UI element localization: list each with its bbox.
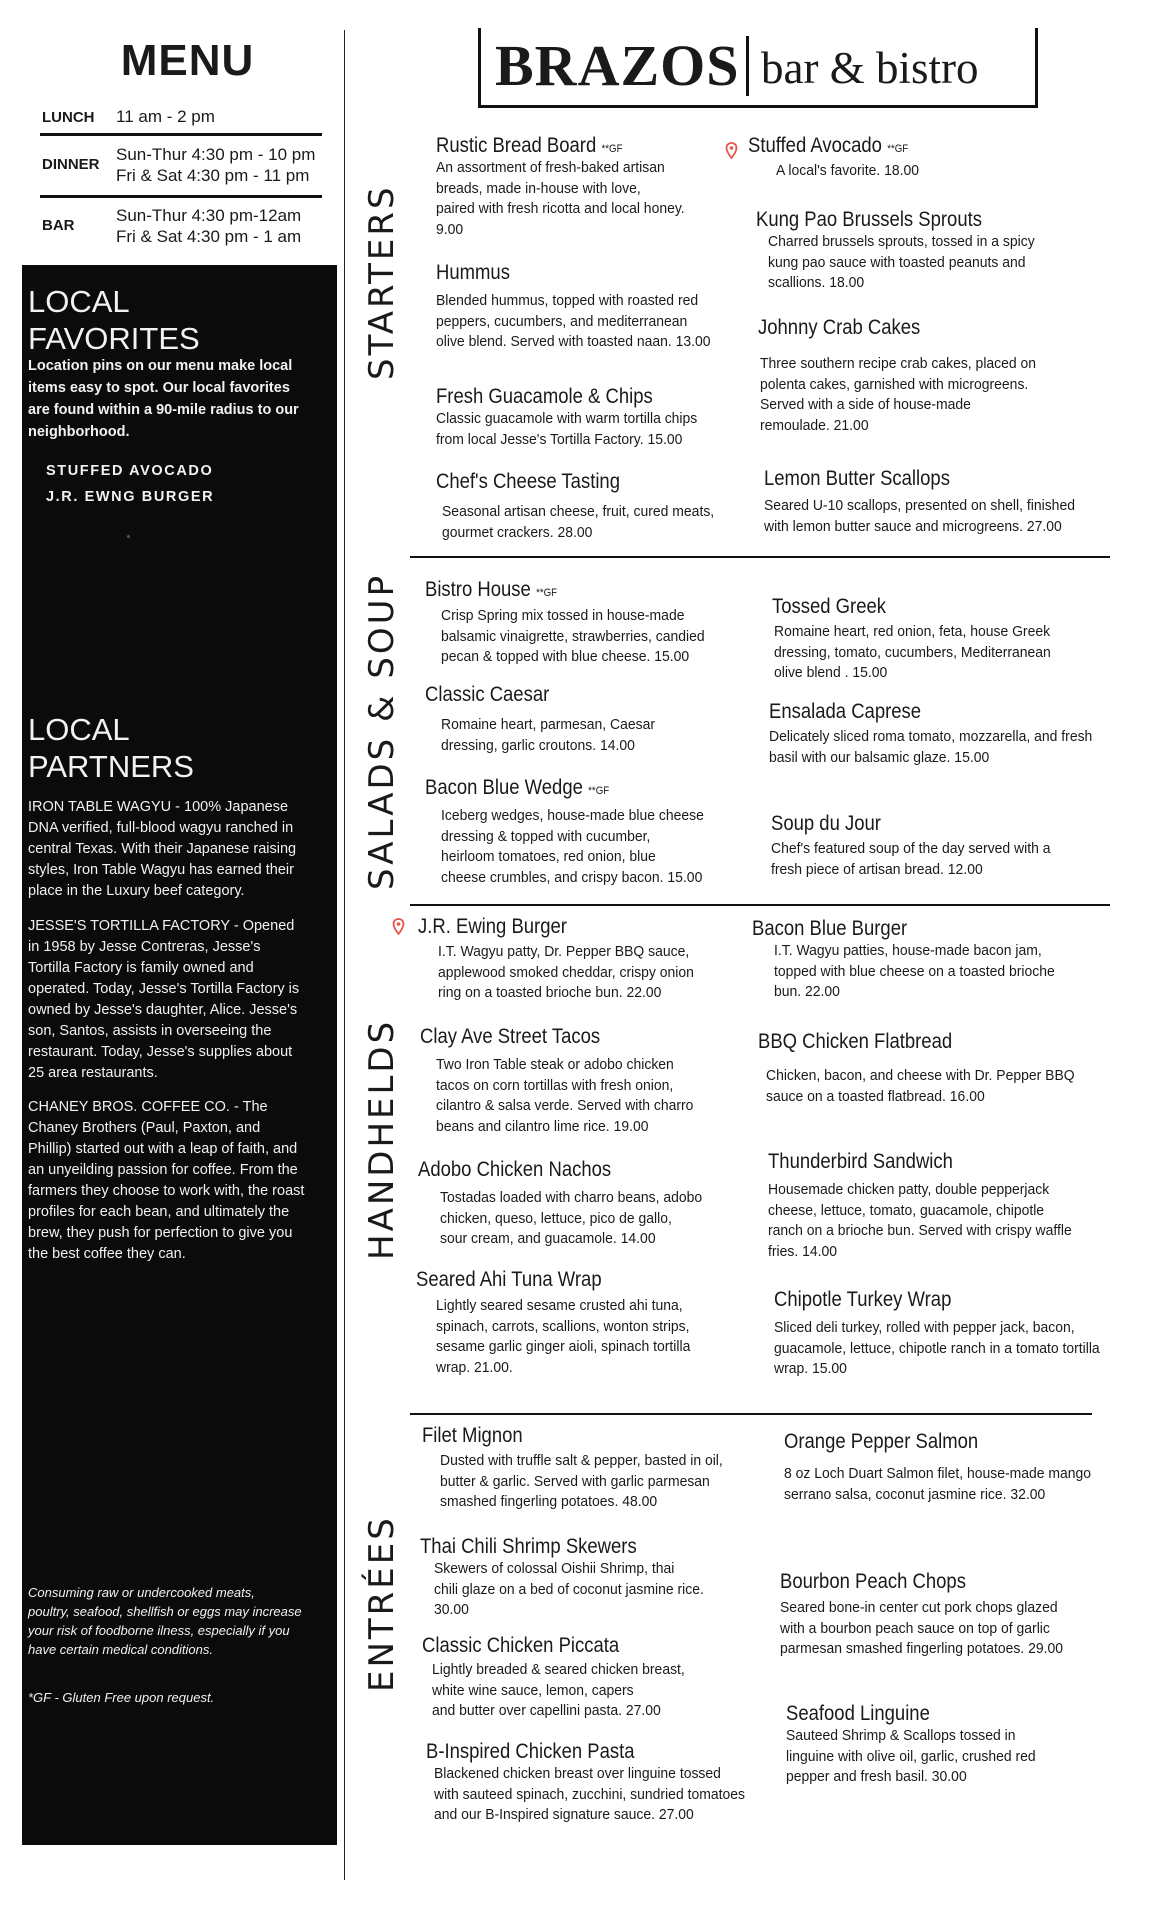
item-name: Fresh Guacamole & Chips [436,385,653,408]
item-name: Chef's Cheese Tasting [436,470,620,493]
lunch-hours: 11 am - 2 pm [116,107,215,126]
item-name: Lemon Butter Scallops [764,467,950,490]
item-name: Seafood Linguine [786,1702,930,1725]
item-name: Johnny Crab Cakes [758,316,921,339]
logo-divider [746,36,749,96]
decorative-dot [127,535,130,538]
partner-iron-table-wagyu: IRON TABLE WAGYU - 100% Japanese DNA verified, full-blood wagyu ranched in central Texas. With their Japanese raising styles, Iron Table Wagyu has earned their place in the Luxury beef category. [28,799,297,899]
menu-item: Bacon Blue Burger I.T. Wagyu patties, house-made bacon jam, topped with blue cheese on a toasted brioche bun. 22.00 [752,917,1055,1000]
local-favorite-item: STUFFED AVOCADO [46,463,214,479]
menu-item: Bistro House **GF Crisp Spring mix tossed in house-made balsamic vinaigrette, strawberries, candied pecan & topped with blue cheese. 15.00 [425,578,705,665]
menu-item: Johnny Crab Cakes Three southern recipe crab cakes, placed on polenta cakes, garnished with microgreens. Served with a side of house-made remoulade. 21.00 [758,316,1037,434]
hours-bar [42,206,342,248]
menu-title: MENU [120,36,255,85]
item-name: B-Inspired Chicken Pasta [426,1740,635,1763]
local-partners-heading: LOCAL PARTNERS [28,712,194,784]
section-divider [410,904,1110,906]
consumer-advisory: Consuming raw or undercooked meats, poultry, seafood, shellfish or eggs may increase your risk of foodborne ilness, especially if you have certain medical conditions. [28,1585,302,1657]
menu-item: Kung Pao Brussels Sprouts Charred brussels sprouts, tossed in a spicy kung pao sauce with toasted peanuts and scallions. 18.00 [756,208,1035,291]
item-name: Seared Ahi Tuna Wrap [416,1268,602,1291]
menu-item: Classic Caesar Romaine heart, parmesan, Caesar dressing, garlic croutons. 14.00 [425,683,656,754]
menu-item-local-favorite: Stuffed Avocado **GF A local's favorite. 18.00 [748,134,920,179]
section-label-handhelds: HANDHELDS [362,1018,402,1260]
item-name: Soup du Jour [771,812,881,835]
bar-label: BAR [42,217,75,234]
section-label-starters: STARTERS [362,184,402,380]
menu-item: Bourbon Peach Chops Seared bone-in center cut pork chops glazed with a bourbon peach sauce on top of garlic parmesan smashed fingerling potatoes. 29.00 [780,1570,1064,1657]
section-label-salads-soup: SALADS & SOUP [362,572,402,890]
hours-dinner [42,145,342,187]
item-name: Bacon Blue Burger [752,917,908,940]
menu-item: Rustic Bread Board **GF An assortment of fresh-baked artisan breads, made in-house with love, paired with fresh ricotta and local honey. 9.00 [436,134,685,238]
item-name: Clay Ave Street Tacos [420,1025,601,1048]
item-name: Filet Mignon [422,1424,523,1447]
dinner-hours-weekday: Sun-Thur 4:30 pm - 10 pm [116,145,316,164]
item-name: Hummus [436,261,510,284]
menu-item: Seared Ahi Tuna Wrap Lightly seared sesame crusted ahi tuna, spinach, carrots, scallions, wonton strips, sesame garlic ginger aioli, spinach tortilla wrap. 21.00. [416,1268,691,1376]
menu-item-local-favorite: J.R. Ewing Burger I.T. Wagyu patty, Dr. Pepper BBQ sauce, applewood smoked cheddar, crispy onion ring on a toasted brioche bun. 22.00 [418,915,694,1001]
menu-item: Filet Mignon Dusted with truffle salt & pepper, basted in oil, butter & garlic. Served with garlic parmesan smashed fingerling potatoes. 48.00 [422,1424,723,1510]
menu-item: Tossed Greek Romaine heart, red onion, feta, house Greek dressing, tomato, cucumbers, Mediterranean olive blend . 15.00 [772,595,1051,681]
item-name: Classic Chicken Piccata [422,1634,620,1657]
item-name: Bistro House **GF [425,578,558,601]
column-divider [344,30,345,1880]
partner-chaney-bros-coffee: CHANEY BROS. COFFEE CO. - The Chaney Brothers (Paul, Paxton, and Phillip) started out with a leap of faith, and an unyeilding passion for coffee. From the farmers they choose to work with, the roast profiles for each bean, and ultimately the brew, they push for perfection to give you the best coffee they can. [28,1099,305,1262]
local-favorite-item: J.R. EWNG BURGER [46,489,215,505]
item-name: Bacon Blue Wedge **GF [425,776,610,799]
section-label-entrees: ENTRÉES [362,1515,402,1692]
menu-item: Adobo Chicken Nachos Tostadas loaded with charro beans, adobo chicken, queso, lettuce, pico de gallo, sour cream, and guacamole. 14.00 [418,1158,703,1247]
menu-item: Fresh Guacamole & Chips Classic guacamole with warm tortilla chips from local Jesse's Tortilla Factory. 15.00 [436,385,698,448]
brand-logo [478,28,1038,108]
menu-item: Chef's Cheese Tasting Seasonal artisan cheese, fruit, cured meats, gourmet crackers. 28.00 [436,470,715,541]
section-divider [410,1413,1092,1415]
item-name: Classic Caesar [425,683,550,706]
item-name: Chipotle Turkey Wrap [774,1288,952,1311]
hours-divider [40,195,322,198]
dinner-hours-weekend: Fri & Sat 4:30 pm - 11 pm [116,166,310,185]
menu-item: Ensalada Caprese Delicately sliced roma tomato, mozzarella, and fresh basil with our balsamic glaze. 15.00 [769,700,1093,766]
logo-name: BRAZOS [495,33,740,98]
menu-item: Classic Chicken Piccata Lightly breaded & seared chicken breast, white wine sauce, lemon, capers and butter over capellini pasta. 27.00 [422,1634,685,1719]
bar-hours-weekend: Fri & Sat 4:30 pm - 1 am [116,227,302,246]
menu-item: Seafood Linguine Sauteed Shrimp & Scallops tossed in linguine with olive oil, garlic, crushed red pepper and fresh basil. 30.00 [786,1702,1036,1785]
menu-item: B-Inspired Chicken Pasta Blackened chicken breast over linguine tossed with sauteed spinach, zucchini, sundried tomatoes and our B-Inspired signature sauce. 27.00 [426,1740,745,1823]
menu-item: Chipotle Turkey Wrap Sliced deli turkey, rolled with pepper jack, bacon, guacamole, lettuce, chipotle ranch in a tomato tortilla wrap. 15.00 [774,1288,1100,1377]
menu-item: Lemon Butter Scallops Seared U-10 scallops, presented on shell, finished with lemon butter sauce and microgreens. 27.00 [764,467,1075,535]
logo-subtitle: bar & bistro [761,43,979,93]
hours-divider [40,133,322,136]
menu-item: Hummus Blended hummus, topped with roasted red peppers, cucumbers, and mediterranean olive blend. Served with toasted naan. 13.00 [436,261,711,350]
item-name: Rustic Bread Board **GF [436,134,623,157]
item-name: BBQ Chicken Flatbread [758,1030,953,1053]
item-name: Ensalada Caprese [769,700,922,723]
menu-item: Orange Pepper Salmon 8 oz Loch Duart Salmon filet, house-made mango serrano salsa, coconut jasmine rice. 32.00 [784,1430,1092,1503]
local-favorites-intro: Location pins on our menu make local items easy to spot. Our local favorites are found within a 90-mile radius to our neighborhood. [28,358,299,440]
item-name: Orange Pepper Salmon [784,1430,979,1453]
dinner-label: DINNER [42,156,100,173]
menu-item: Bacon Blue Wedge **GF Iceberg wedges, house-made blue cheese dressing & topped with cucumber, heirloom tomatoes, red onion, blue cheese crumbles, and crispy bacon. 15.00 [425,776,704,886]
local-info-panel [22,265,337,1845]
item-name: Stuffed Avocado **GF [748,134,909,157]
bar-hours-weekday: Sun-Thur 4:30 pm-12am [116,206,302,225]
menu-item: Soup du Jour Chef's featured soup of the day served with a fresh piece of artisan bread. 12.00 [771,812,1051,878]
location-pin-icon [725,142,738,159]
menu-item: Clay Ave Street Tacos Two Iron Table steak or adobo chicken tacos on corn tortillas with fresh onion, cilantro & salsa verde. Served with charro beans and cilantro lime rice. 19.00 [420,1025,694,1135]
section-divider [410,556,1110,558]
item-name: J.R. Ewing Burger [418,915,567,938]
item-name: Thunderbird Sandwich [768,1150,953,1173]
lunch-label: LUNCH [42,109,95,126]
gluten-free-note: *GF - Gluten Free upon request. [28,1690,215,1705]
menu-item: Thunderbird Sandwich Housemade chicken patty, double pepperjack cheese, lettuce, tomato, guacamole, chipotle ranch on a brioche bun. Served with crispy waffle fries. 14.00 [768,1150,1072,1260]
item-name: Thai Chili Shrimp Skewers [420,1535,637,1558]
item-name: Tossed Greek [772,595,887,618]
menu-item: Thai Chili Shrimp Skewers Skewers of colossal Oishii Shrimp, thai chili glaze on a bed of coconut jasmine rice. 30.00 [420,1535,704,1618]
partner-jesses-tortilla-factory: JESSE'S TORTILLA FACTORY - Opened in 1958 by Jesse Contreras, Jesse's Tortilla Factory is family owned and operated. Today, Jesse's Tortilla Factory is owned by Jesse's daughter, Alice. Jesse's son, Santos, assists in overseeing the restaurant. Today, Jesse's supplies about 25 area restaurants. [28,918,300,1081]
menu-item: BBQ Chicken Flatbread Chicken, bacon, and cheese with Dr. Pepper BBQ sauce on a toasted flatbread. 16.00 [758,1030,1075,1105]
location-pin-icon [392,918,405,935]
item-name: Adobo Chicken Nachos [418,1158,612,1181]
item-name: Bourbon Peach Chops [780,1570,966,1593]
hours-lunch [42,107,342,129]
local-favorites-heading: LOCAL FAVORITES [28,284,200,356]
item-name: Kung Pao Brussels Sprouts [756,208,982,231]
